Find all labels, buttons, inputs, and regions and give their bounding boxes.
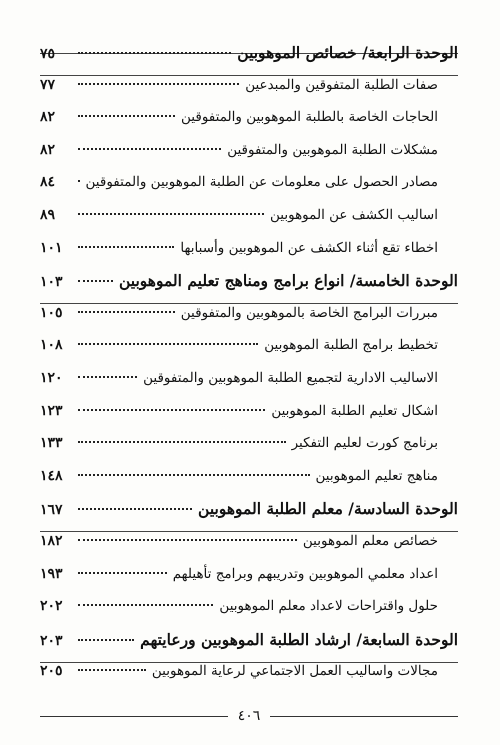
footer-rule-left — [40, 716, 228, 717]
toc-entry — [40, 403, 458, 436]
toc-page-number: ١٦٧ — [40, 502, 63, 519]
dot-leader — [78, 639, 134, 641]
page-footer — [40, 708, 458, 724]
toc-unit-heading — [40, 631, 458, 664]
toc-entry — [40, 77, 458, 110]
toc-page-number: ١٩٣ — [40, 565, 63, 582]
dot-leader — [78, 83, 239, 85]
dot-leader — [78, 343, 258, 345]
toc-entry — [40, 566, 458, 599]
toc-page-number: ١٣٣ — [40, 435, 63, 452]
unit-underline — [40, 303, 458, 304]
toc-entry-title: برنامج كورت لعليم التفكير — [291, 435, 438, 452]
toc-page-number: ١٨٢ — [40, 532, 63, 549]
dot-leader — [78, 474, 310, 476]
dot-leader — [78, 508, 192, 510]
toc-entry — [40, 305, 458, 338]
toc-entry-title: تخطيط برامج الطلبة الموهوبين — [264, 337, 438, 354]
toc-entry-title: الحاجات الخاصة بالطلبة الموهوبين والمتفوقين — [181, 109, 438, 126]
toc-entry-title: الاساليب الادارية لتجميع الطلبة الموهوبين والمتفوقين — [143, 369, 438, 386]
toc-page-number: ٨٢ — [40, 109, 56, 126]
toc-entry-title: اعداد معلمي الموهوبين وتدريبهم وبرامج تأهيلهم — [172, 565, 438, 582]
toc-entry-title: خصائص معلم الموهوبين — [302, 532, 438, 549]
dot-leader — [78, 441, 286, 443]
toc-page-number: ١٠٣ — [40, 274, 63, 291]
toc-entry-title: صفات الطلبة المتفوقين والمبدعين — [245, 76, 438, 93]
toc-page-number: ١٢٣ — [40, 402, 63, 419]
toc-page-number: ٧٥ — [40, 46, 56, 62]
toc-entry — [40, 598, 458, 631]
toc-page-number: ٨٢ — [40, 141, 56, 158]
toc-entry-title: الوحدة السادسة/ معلم الطلبة الموهوبين — [198, 499, 458, 519]
dot-leader — [78, 572, 167, 574]
toc-page-number: ٢٠٢ — [40, 598, 63, 615]
toc-unit-heading — [40, 500, 458, 533]
toc-entry — [40, 337, 458, 370]
toc-page-number: ١٢٠ — [40, 369, 63, 386]
toc-entry — [40, 174, 458, 207]
toc-entry-title: اساليب الكشف عن الموهوبين — [269, 206, 438, 223]
toc-entry — [40, 468, 458, 501]
toc-entry-title: الوحدة الخامسة/ انواع برامج ومناهج تعليم الموهوبين — [118, 271, 458, 291]
toc-page-number: ١٠١ — [40, 239, 63, 256]
toc-entry — [40, 142, 458, 175]
unit-underline — [40, 531, 458, 532]
dot-leader — [78, 246, 174, 248]
toc-page-number: ٨٩ — [40, 206, 56, 223]
toc-page-number: ٢٠٣ — [40, 632, 63, 649]
dot-leader — [78, 148, 221, 150]
dot-leader — [78, 539, 297, 541]
toc-entry — [40, 435, 458, 468]
dot-leader — [78, 213, 264, 215]
footer-rule-right — [270, 716, 458, 717]
toc-entry — [40, 533, 458, 566]
toc-page-number: ٢٠٥ — [40, 663, 63, 680]
toc-entry-title: مشكلات الطلبة الموهوبين والمتفوقين — [227, 141, 438, 158]
toc-page-number: ١٤٨ — [40, 467, 63, 484]
toc-page-number: ٨٤ — [40, 174, 56, 191]
toc-entry-title: مبررات البرامج الخاصة بالموهوبين والمتفوقين — [180, 304, 438, 321]
toc-entry-title: مصادر الحصول على معلومات عن الطلبة الموهوبين والمتفوقين — [85, 174, 438, 191]
toc-entry — [40, 109, 458, 142]
toc-entry — [40, 370, 458, 403]
toc-entry-title: اشكال تعليم الطلبة الموهوبين — [271, 402, 438, 419]
page-number: ٤٠٦ — [237, 708, 261, 724]
dot-leader — [78, 311, 175, 313]
toc-entry — [40, 207, 458, 240]
toc-page-number: ١٠٨ — [40, 337, 63, 354]
dot-leader — [78, 669, 146, 671]
toc-entry-title: اخطاء تقع أثناء الكشف عن الموهوبين وأسبابها — [180, 239, 438, 256]
table-of-contents — [40, 44, 458, 696]
toc-unit-heading — [40, 44, 458, 77]
unit-underline — [40, 75, 458, 76]
toc-page-number: ١٠٥ — [40, 304, 63, 321]
dot-leader — [78, 115, 175, 117]
dot-leader — [78, 409, 265, 411]
toc-page-number: ٧٧ — [40, 76, 56, 93]
dot-leader — [78, 280, 113, 282]
dot-leader — [78, 604, 213, 606]
toc-entry-title: مناهج تعليم الموهوبين — [315, 467, 438, 484]
dot-leader — [78, 180, 80, 182]
toc-entry-title: الوحدة الرابعة/ خصائص الموهوبين — [237, 43, 458, 62]
toc-unit-heading — [40, 272, 458, 305]
toc-entry — [40, 663, 458, 696]
dot-leader — [78, 52, 231, 54]
unit-underline — [40, 662, 458, 663]
toc-entry-title: الوحدة السابعة/ ارشاد الطلبة الموهوبين ورعايتهم — [140, 629, 458, 649]
toc-entry-title: مجالات واساليب العمل الاجتماعي لرعاية الموهوبين — [151, 663, 438, 680]
toc-entry — [40, 240, 458, 273]
toc-entry-title: حلول واقتراحات لاعداد معلم الموهوبين — [219, 598, 438, 615]
dot-leader — [78, 376, 137, 378]
